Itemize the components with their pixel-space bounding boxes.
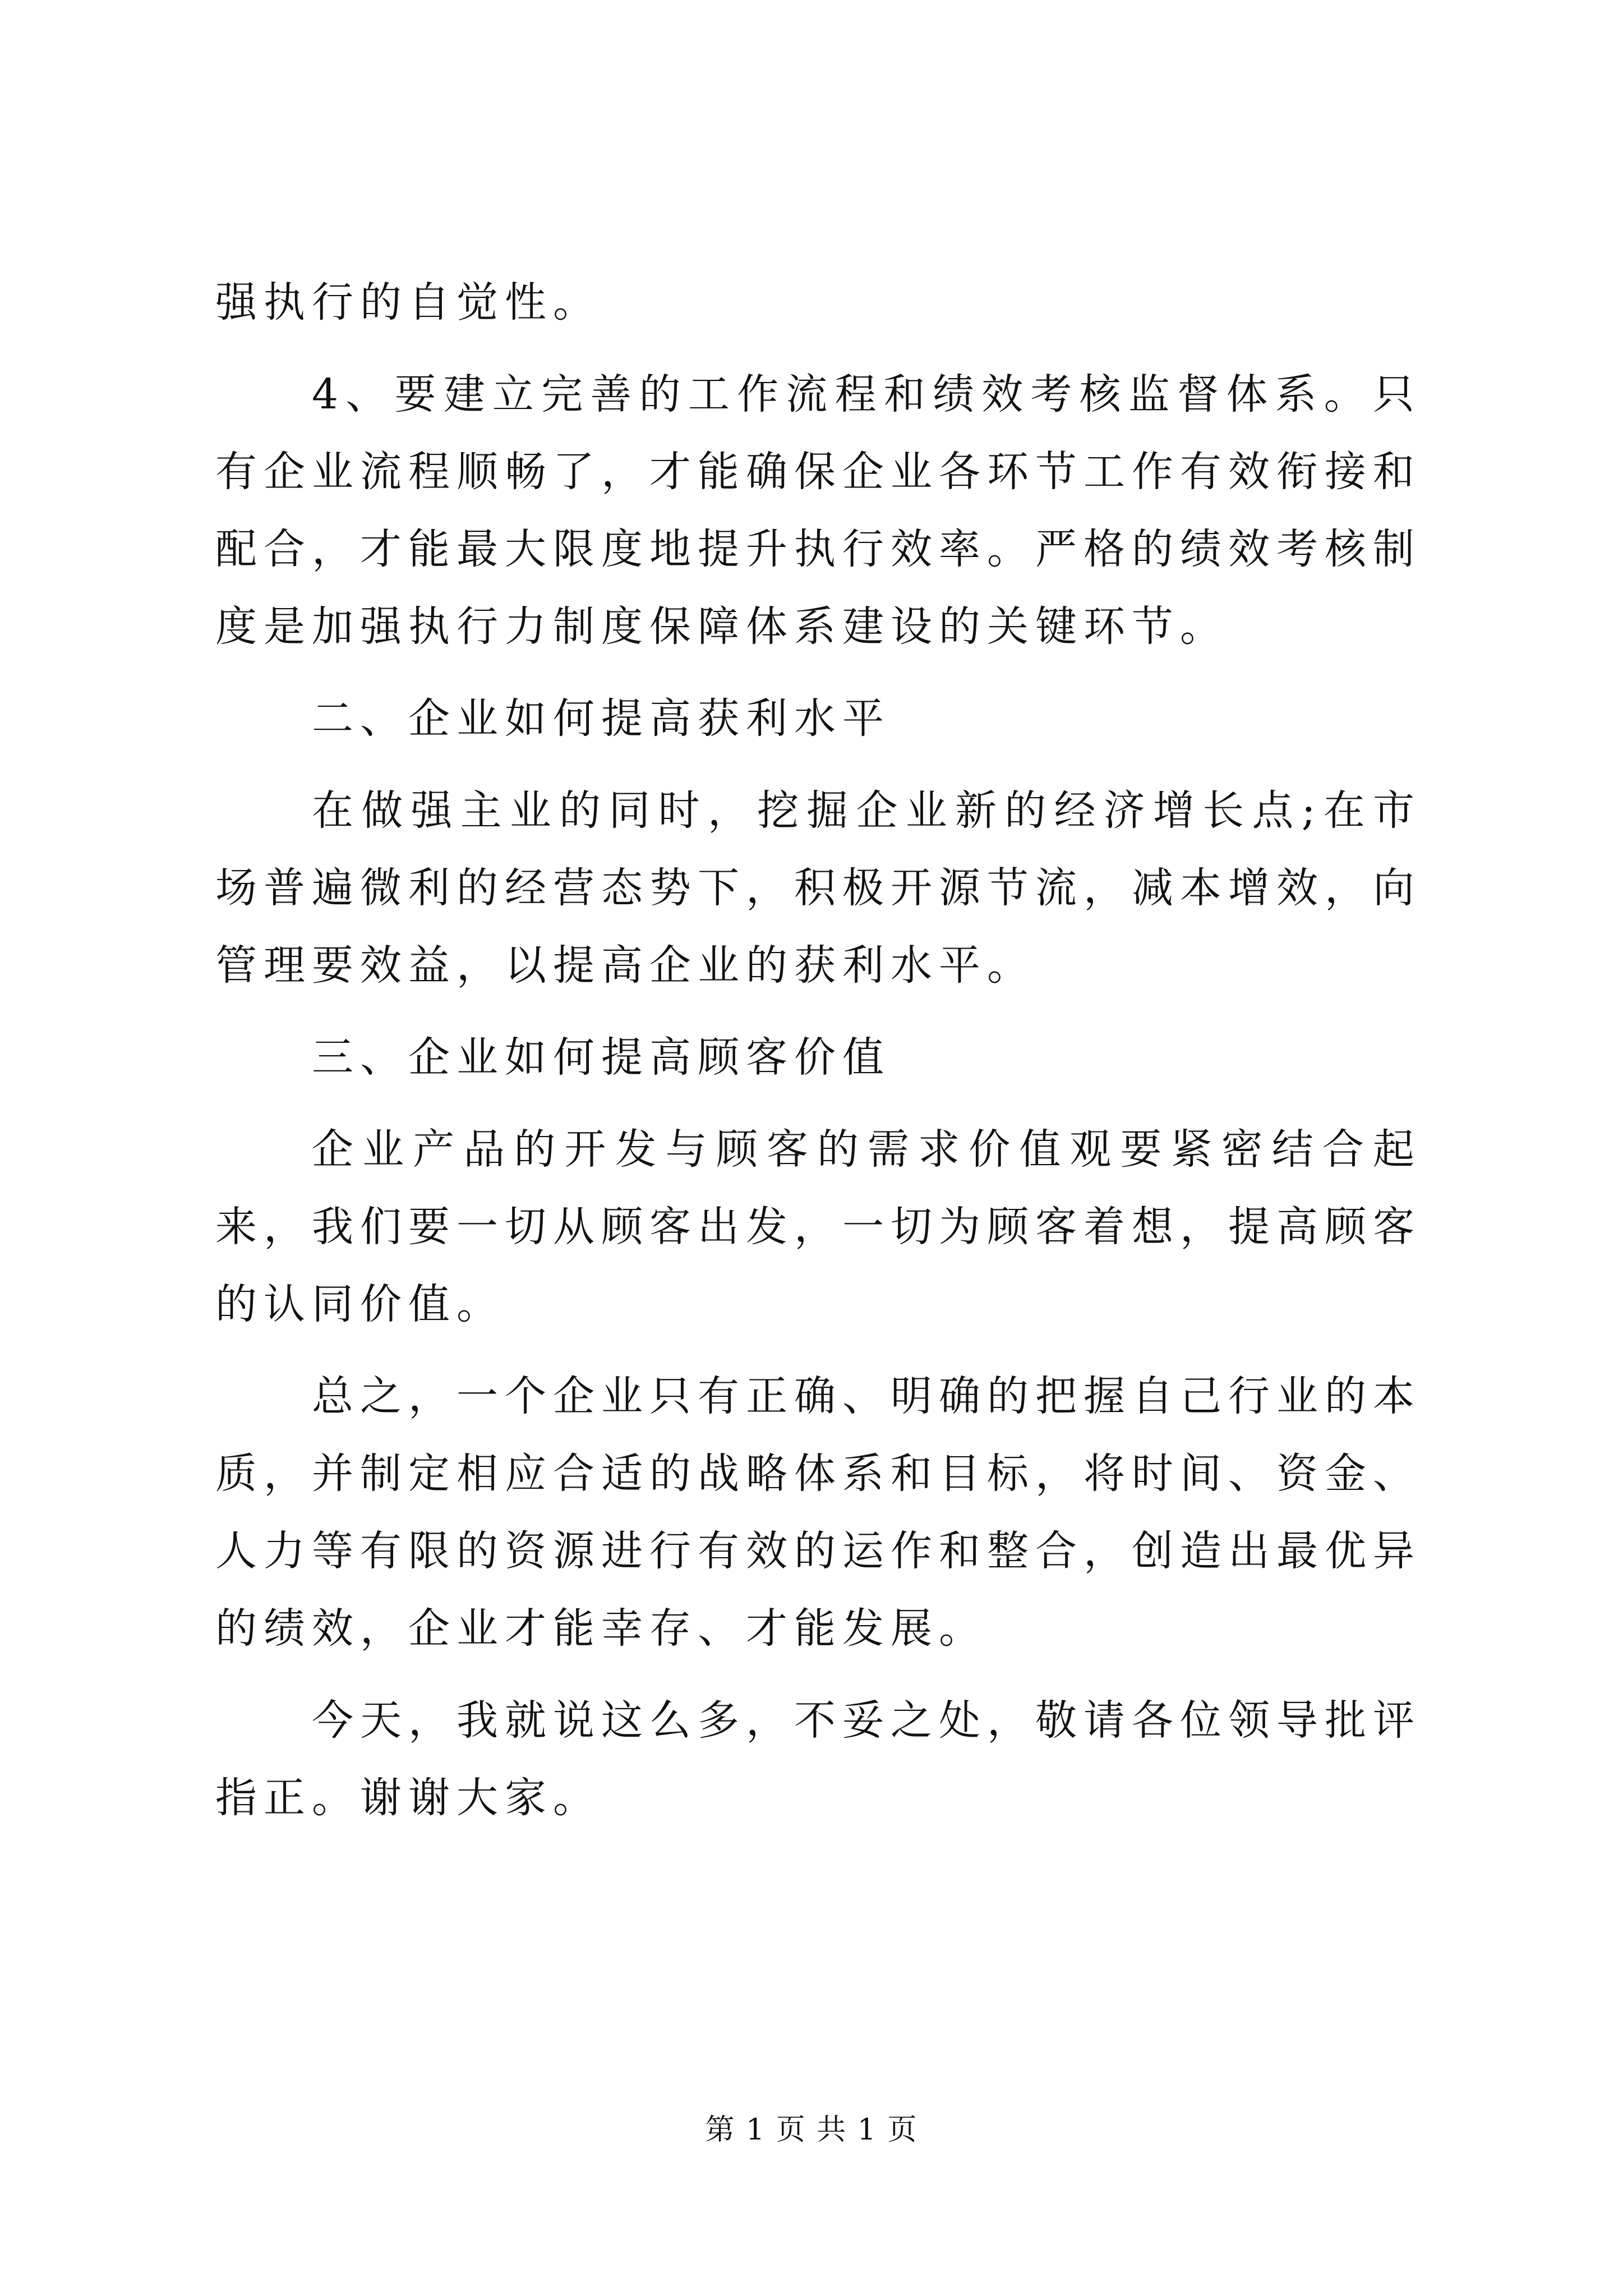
section-heading-profit: 二、企业如何提高获利水平 xyxy=(312,694,891,743)
paragraph-continuation: 强执行的自觉性。 xyxy=(215,278,601,326)
document-body xyxy=(215,264,1421,1851)
paragraph-closing: 今天，我就说这么多，不妥之处，敬请各位领导批评指正。谢谢大家。 xyxy=(215,1696,1421,1822)
paragraph-summary: 总之，一个企业只有正确、明确的把握自己行业的本质，并制定相应合适的战略体系和目标，将时间、资金、人力等有限的资源进行有效的运作和整合，创造出最优异的绩效，企业才能幸存、才能发展。 xyxy=(215,1372,1421,1653)
paragraph-customer-value: 企业产品的开发与顾客的需求价值观要紧密结合起来，我们要一切从顾客出发，一切为顾客着想，提高顾客的认同价值。 xyxy=(215,1125,1421,1328)
section-heading-customer-value: 三、企业如何提高顾客价值 xyxy=(312,1033,891,1082)
paragraph-profit: 在做强主业的同时，挖掘企业新的经济增长点;在市场普遍微利的经营态势下，积极开源节流，减本增效，向管理要效益，以提高企业的获利水平。 xyxy=(215,786,1421,990)
paragraph-workflow-system: 4、要建立完善的工作流程和绩效考核监督体系。只有企业流程顺畅了，才能确保企业各环节工作有效衔接和配合，才能最大限度地提升执行效率。严格的绩效考核制度是加强执行力制度保障体系建设的关键环节。 xyxy=(215,370,1421,651)
page-number-footer: 第 1 页 共 1 页 xyxy=(705,2113,918,2147)
